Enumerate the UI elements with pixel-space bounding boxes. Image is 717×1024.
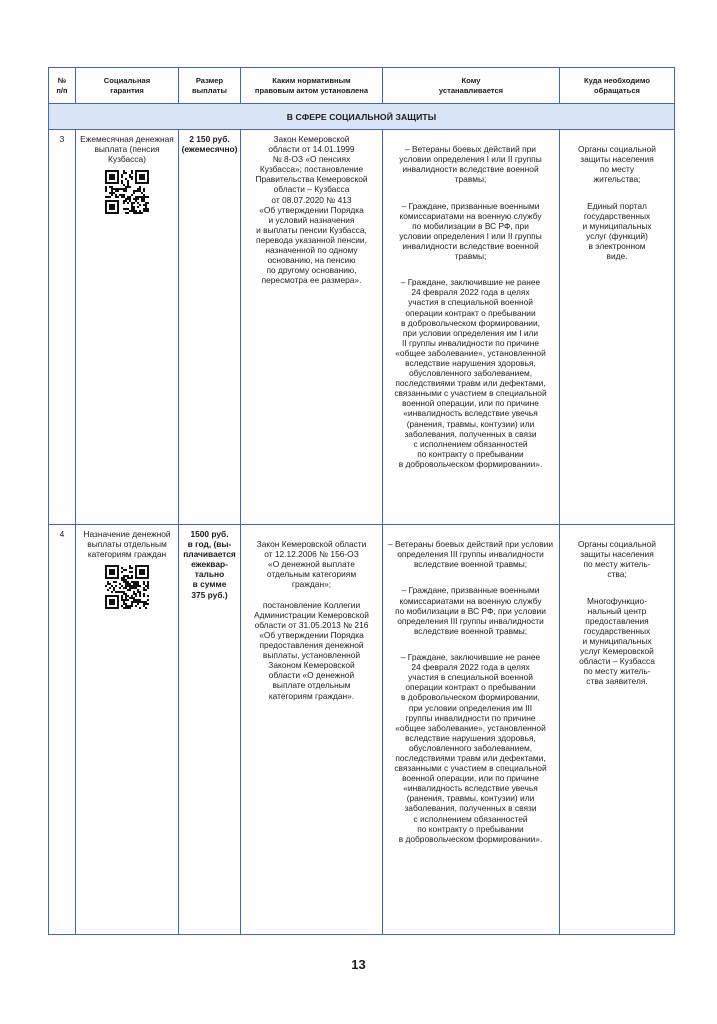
guarantee-name: Назначение денежной выплаты отдельным категориям граждан xyxy=(83,529,171,560)
where-item: Органы социальной защиты населения по месту житель- ства; xyxy=(578,539,656,580)
whom-item: – Ветераны боевых действий при условии определения III группы инвалидности вследствие военной травмы; xyxy=(387,539,554,570)
section-title: В СФЕРЕ СОЦИАЛЬНОЙ ЗАЩИТЫ xyxy=(48,104,675,130)
qr-code-icon-graphic xyxy=(105,170,149,214)
header-guarantee: Социальная гарантия xyxy=(103,76,151,95)
guarantee-cell xyxy=(80,529,174,609)
header-act: Каким нормативным правовым актом установлена xyxy=(254,76,369,95)
whom-item: – Граждане, призванные военными комиссариатами на военную службу по мобилизации в ВС РФ, при условии определения I или II группы инвалидности вследствие военной травмы; xyxy=(399,200,542,262)
where-item: Многофункцио- нальный центр предоставления государственных и муниципальных услуг Кемеровской области – Кузбасса по месту житель- ства заявителя. xyxy=(579,595,655,687)
page-number: 13 xyxy=(351,957,366,972)
amount-cell: 1500 руб. в год, (вы- плачивается ежеквар- тально в сумме 375 руб.) xyxy=(183,529,236,600)
header-amount: Размер выплаты xyxy=(192,76,227,95)
act-text-2: постановление Коллегии Администрации Кемеровской области от 31.05.2013 № 216 «Об утверждении Порядка предоставления денежной выплаты, установленной Законом Кемеровской области «О денежной выплате отдельным категориям граждан». xyxy=(254,599,369,701)
qr-code-icon[interactable] xyxy=(105,565,149,609)
header-num: № п/п xyxy=(56,76,68,95)
table-header xyxy=(48,67,675,104)
act-cell xyxy=(243,529,380,711)
header-where: Куда необходимо обращаться xyxy=(584,76,650,95)
qr-code-icon-graphic xyxy=(105,565,149,609)
whom-item: – Граждане, заключившие не ранее 24 февраля 2022 года в целях участия в специальной военной операции контракт о пребывании в добровольческом формировании, при условии определения им III группы инвалидности по причине «общее заболевание», установленной вследствие нарушения здоровья, обусловленного заболеванием, последствиями травм или дефектами, связанными с участием в специальной военной операции, или по причине «инвалидность вследствие увечья (ранения, травмы, контузии) или заболевания, полученных в связи с исполнением обязанностей по контракту о пребывании в добровольческом формировании». xyxy=(394,652,547,844)
header-whom: Кому устанавливается xyxy=(438,76,504,95)
table-row xyxy=(48,130,675,525)
whom-cell xyxy=(384,134,557,479)
act-text: Закон Кемеровской области от 12.12.2006 № 156-ОЗ «О денежной выплате отдельным категориям граждан»; xyxy=(256,539,367,590)
act-cell: Закон Кемеровской области от 14.01.1999 № 8-ОЗ «О пенсиях Кузбасса»; постановление Правительства Кемеровской области – Кузбасса от 08.07.2020 № 413 «Об утверждении Порядка и условий назначения и выплаты пенсии Кузбасса, перевода указанной пенсии, назначенной по одному основанию, на пенсию по другому основанию, пересмотра ее размера». xyxy=(255,134,368,286)
where-cell xyxy=(561,134,673,271)
whom-item: – Граждане, заключившие не ранее 24 февраля 2022 года в целях участия в специальной военной операции контракт о пребывании в добровольческом формировании, при условии определения им I или II группы инвалидности по причине «общее заболевание», установленной вследствие нарушения здоровья, обусловленного заболеванием, последствиями травм или дефектами, связанными с участием в специальной военной операции, или по причине «инвалидность вследствие увечья (ранения, травмы, контузии) или заболевания, полученных в связи с исполнением обязанностей по контракту о пребывании в добровольческом формировании». xyxy=(394,277,547,469)
guarantee-name: Ежемесячная денежная выплата (пенсия Кузбасса) xyxy=(80,134,174,165)
row-num: 3 xyxy=(59,134,65,144)
row-num: 4 xyxy=(59,529,65,539)
qr-code-icon[interactable] xyxy=(105,170,149,214)
where-item: Органы социальной защиты населения по месту жительства; xyxy=(578,144,656,185)
whom-item: – Граждане, призванные военными комиссариатами на военную службу по мобилизации в ВС РФ, при условии определения III группы инвалидности вследствие военной травмы; xyxy=(395,585,546,636)
guarantee-cell xyxy=(80,134,174,214)
table-row xyxy=(48,525,675,935)
where-cell xyxy=(561,529,673,697)
whom-cell xyxy=(384,529,557,854)
amount-cell: 2 150 руб. (ежемесячно) xyxy=(181,134,238,155)
where-item: Единый портал государственных и муниципальных услуг (функций) в электронном виде. xyxy=(582,200,652,262)
whom-item: – Ветераны боевых действий при условии определения I или II группы инвалидности вследствие военной травмы; xyxy=(399,144,542,185)
